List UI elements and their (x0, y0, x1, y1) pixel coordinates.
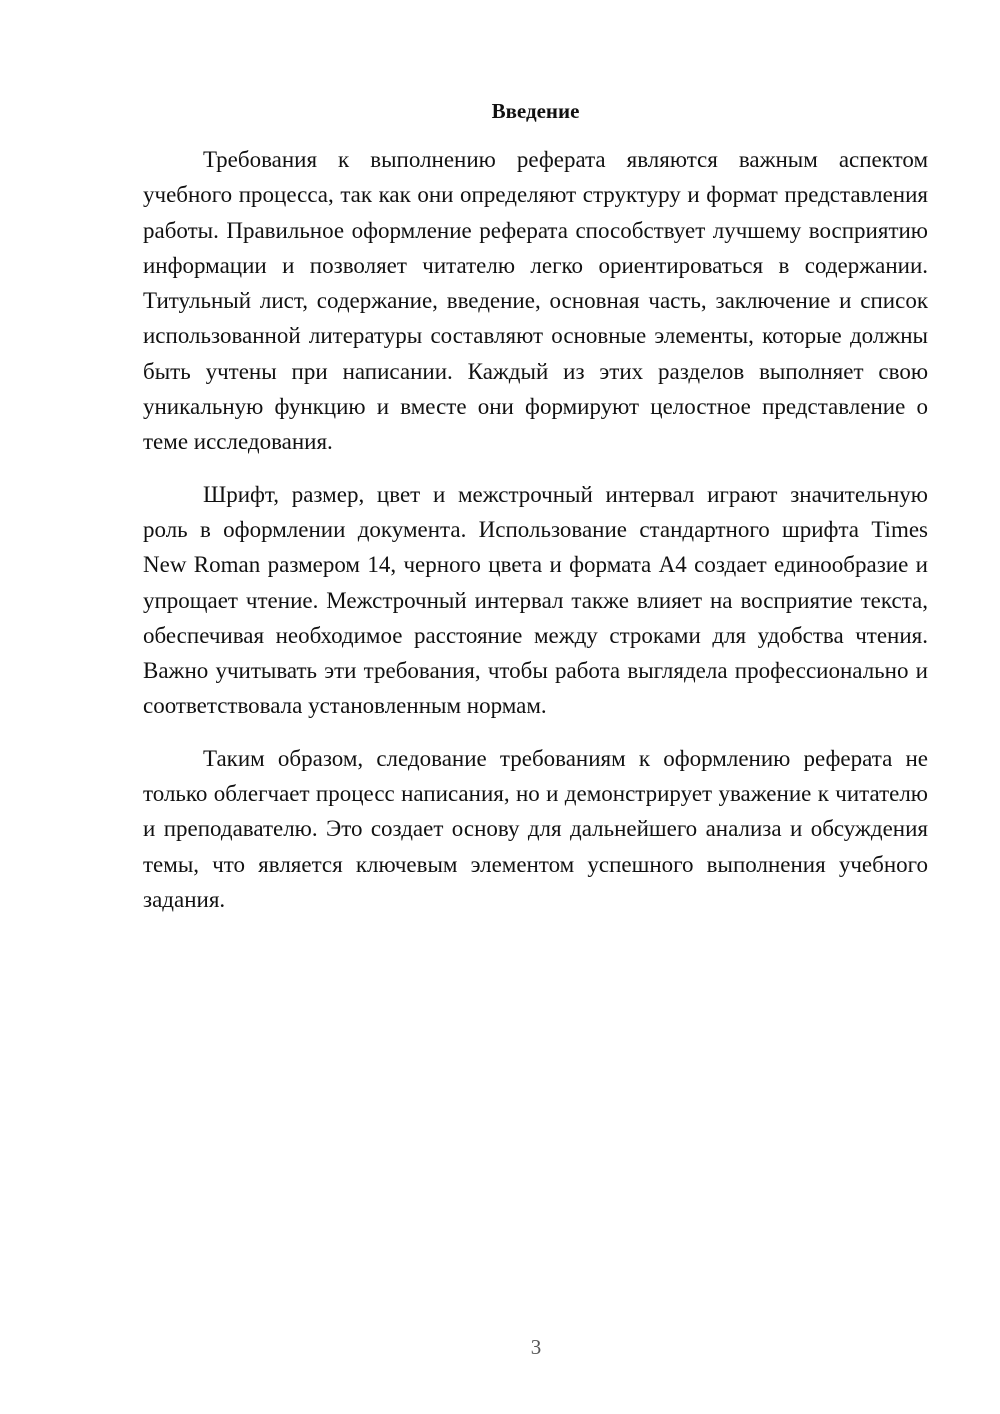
section-heading: Введение (491, 99, 580, 123)
paragraph-1: Требования к выполнению реферата являются важным аспектом учебного процесса, так как они определяют структуру и формат представления работы. Правильное оформление реферата способствует лучшему восприятию информации и позволяет читателю легко ориентироваться в содержании. Титульный лист, содержание, введение, основная часть, заключение и список использованной литературы составляют основные элементы, которые должны быть учтены при написании. Каждый из этих разделов выполняет свою уникальную функцию и вместе они формируют целостное представление о теме исследования. (143, 147, 928, 455)
body-text (143, 142, 928, 934)
page-number: 3 (530, 1335, 542, 1359)
paragraph-3: Таким образом, следование требованиям к оформлению реферата не только облегчает процесс написания, но и демонстрирует уважение к читателю и преподавателю. Это создает основу для дальнейшего анализа и обсуждения темы, что является ключевым элементом успешного выполнения учебного задания. (143, 745, 928, 912)
paragraph-2: Шрифт, размер, цвет и межстрочный интервал играют значительную роль в оформлении документа. Использование стандартного шрифта Times New Roman размером 14, черного цвета и формата А4 создает единообразие и упрощает чтение. Межстрочный интервал также влияет на восприятие текста, обеспечивая необходимое расстояние между строками для удобства чтения. Важно учитывать эти требования, чтобы работа выглядела профессионально и соответствовала установленным нормам. (143, 481, 928, 719)
